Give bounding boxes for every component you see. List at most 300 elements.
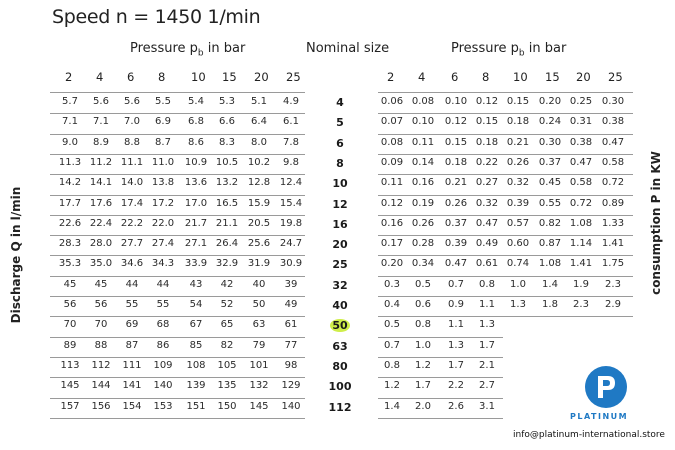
row-rule bbox=[378, 215, 633, 216]
power-cell: 0.8 bbox=[479, 278, 495, 290]
discharge-cell: 27.7 bbox=[120, 238, 144, 250]
discharge-cell: 5.6 bbox=[124, 96, 140, 107]
power-cell: 1.08 bbox=[569, 217, 593, 229]
discharge-cell: 7.8 bbox=[283, 136, 299, 148]
nominal-size-cell bbox=[320, 157, 360, 170]
power-cell: 0.47 bbox=[569, 156, 593, 168]
discharge-cell: 22.4 bbox=[89, 217, 113, 229]
discharge-cell: 19.8 bbox=[279, 217, 303, 229]
power-cell: 0.11 bbox=[380, 177, 404, 189]
power-cell: 0.72 bbox=[569, 197, 593, 209]
pressure-col-header: 4 bbox=[418, 70, 426, 84]
discharge-cell: 139 bbox=[186, 380, 206, 392]
discharge-cell: 31.9 bbox=[247, 258, 271, 270]
discharge-cell: 70 bbox=[94, 319, 108, 331]
power-cell: 1.41 bbox=[601, 238, 625, 250]
nominal-size-value: 8 bbox=[336, 156, 344, 170]
discharge-cell: 156 bbox=[91, 400, 111, 412]
pressure-col-header: 25 bbox=[608, 70, 623, 84]
row-rule bbox=[50, 255, 305, 256]
power-cell: 1.4 bbox=[384, 400, 400, 412]
nominal-size-value: 5 bbox=[336, 116, 344, 130]
logo-mark-icon bbox=[595, 374, 617, 400]
discharge-cell: 39 bbox=[284, 278, 298, 290]
pressure-col-header: 8 bbox=[158, 70, 166, 84]
discharge-cell: 56 bbox=[94, 299, 108, 310]
nominal-size-cell bbox=[320, 238, 360, 251]
discharge-cell: 27.4 bbox=[151, 238, 175, 250]
power-cell: 2.0 bbox=[415, 400, 431, 412]
discharge-cell: 34.6 bbox=[120, 258, 144, 270]
power-cell: 0.26 bbox=[411, 217, 435, 229]
discharge-cell: 8.7 bbox=[155, 136, 171, 148]
discharge-cell: 40 bbox=[252, 278, 266, 290]
power-cell: 0.39 bbox=[506, 197, 530, 209]
nominal-size-value: 63 bbox=[332, 339, 348, 353]
nominal-size-value: 25 bbox=[332, 258, 348, 272]
discharge-cell: 35.0 bbox=[89, 258, 113, 270]
nominal-size-value: 6 bbox=[336, 136, 344, 150]
row-rule bbox=[50, 113, 305, 114]
power-cell: 0.47 bbox=[601, 136, 625, 148]
discharge-cell: 105 bbox=[217, 359, 237, 371]
discharge-cell: 44 bbox=[156, 278, 170, 290]
power-cell: 0.31 bbox=[569, 116, 593, 128]
discharge-cell: 85 bbox=[189, 339, 203, 351]
nominal-size-value: 80 bbox=[332, 359, 348, 373]
discharge-cell: 145 bbox=[249, 400, 269, 412]
power-cell: 0.18 bbox=[506, 116, 530, 128]
discharge-cell: 54 bbox=[189, 299, 203, 310]
discharge-cell: 26.4 bbox=[215, 238, 239, 250]
power-cell: 1.33 bbox=[601, 217, 625, 229]
power-cell: 0.21 bbox=[506, 136, 530, 148]
discharge-cell: 15.9 bbox=[247, 197, 271, 209]
row-rule bbox=[378, 235, 633, 236]
discharge-cell: 11.0 bbox=[151, 156, 175, 168]
discharge-cell: 11.1 bbox=[120, 156, 144, 168]
discharge-cell: 10.9 bbox=[184, 156, 208, 168]
power-cell: 0.26 bbox=[444, 197, 468, 209]
power-cell: 0.82 bbox=[538, 217, 562, 229]
power-cell: 0.12 bbox=[475, 96, 499, 107]
row-rule bbox=[50, 174, 305, 175]
power-cell: 0.32 bbox=[506, 177, 530, 189]
row-rule bbox=[50, 337, 305, 338]
pressure-col-header: 15 bbox=[222, 70, 237, 84]
row-rule bbox=[378, 357, 503, 358]
power-cell: 0.58 bbox=[601, 156, 625, 168]
row-rule bbox=[378, 113, 633, 114]
power-cell: 0.10 bbox=[411, 116, 435, 128]
logo-text: PLATINUM bbox=[570, 412, 629, 421]
discharge-cell: 33.9 bbox=[184, 258, 208, 270]
power-cell: 1.2 bbox=[384, 380, 400, 392]
row-rule bbox=[50, 316, 305, 317]
power-cell: 0.87 bbox=[538, 238, 562, 250]
discharge-cell: 55 bbox=[125, 299, 139, 310]
power-cell: 2.6 bbox=[448, 400, 464, 412]
row-rule bbox=[50, 377, 305, 378]
discharge-cell: 6.6 bbox=[219, 116, 235, 128]
nominal-size-cell bbox=[320, 319, 360, 332]
row-rule bbox=[50, 235, 305, 236]
power-cell: 2.7 bbox=[479, 380, 495, 392]
row-rule bbox=[50, 134, 305, 135]
power-cell: 1.1 bbox=[479, 299, 495, 310]
discharge-cell: 14.1 bbox=[89, 177, 113, 189]
power-cell: 0.57 bbox=[506, 217, 530, 229]
discharge-cell: 32.9 bbox=[215, 258, 239, 270]
discharge-cell: 7.1 bbox=[62, 116, 78, 128]
page-title: Speed n = 1450 1/min bbox=[52, 6, 261, 28]
discharge-cell: 5.6 bbox=[93, 96, 109, 107]
discharge-cell: 8.3 bbox=[219, 136, 235, 148]
power-cell: 1.14 bbox=[569, 238, 593, 250]
nominal-size-cell bbox=[320, 137, 360, 150]
nominal-size-cell bbox=[320, 279, 360, 292]
power-cell: 0.8 bbox=[384, 359, 400, 371]
discharge-axis-label: Discharge Q in l/min bbox=[9, 186, 23, 324]
power-cell: 0.37 bbox=[444, 217, 468, 229]
discharge-cell: 108 bbox=[186, 359, 206, 371]
power-cell: 0.07 bbox=[380, 116, 404, 128]
power-cell: 0.7 bbox=[384, 339, 400, 351]
discharge-cell: 22.0 bbox=[151, 217, 175, 229]
row-rule bbox=[378, 316, 633, 317]
power-cell: 3.1 bbox=[479, 400, 495, 412]
pressure-col-header: 4 bbox=[96, 70, 104, 84]
row-rule bbox=[378, 418, 503, 419]
table-rule bbox=[50, 92, 305, 93]
power-cell: 1.7 bbox=[415, 380, 431, 392]
row-rule bbox=[378, 255, 633, 256]
power-cell: 0.26 bbox=[506, 156, 530, 168]
power-cell: 0.10 bbox=[444, 96, 468, 107]
discharge-cell: 5.4 bbox=[188, 96, 204, 107]
power-cell: 1.08 bbox=[538, 258, 562, 270]
power-cell: 1.2 bbox=[415, 359, 431, 371]
power-cell: 0.5 bbox=[384, 319, 400, 331]
discharge-cell: 151 bbox=[186, 400, 206, 412]
power-cell: 0.12 bbox=[444, 116, 468, 128]
power-cell: 0.5 bbox=[415, 278, 431, 290]
power-cell: 0.3 bbox=[384, 278, 400, 290]
power-cell: 0.38 bbox=[601, 116, 625, 128]
discharge-cell: 22.6 bbox=[58, 217, 82, 229]
power-cell: 0.89 bbox=[601, 197, 625, 209]
power-cell: 0.8 bbox=[415, 319, 431, 331]
discharge-cell: 17.6 bbox=[89, 197, 113, 209]
discharge-cell: 98 bbox=[284, 359, 298, 371]
power-cell: 0.47 bbox=[475, 217, 499, 229]
power-cell: 0.18 bbox=[444, 156, 468, 168]
discharge-cell: 101 bbox=[249, 359, 269, 371]
power-cell: 0.17 bbox=[380, 238, 404, 250]
row-rule bbox=[50, 154, 305, 155]
power-cell: 2.2 bbox=[448, 380, 464, 392]
discharge-cell: 67 bbox=[189, 319, 203, 331]
row-rule bbox=[50, 418, 305, 419]
discharge-cell: 8.0 bbox=[251, 136, 267, 148]
row-rule bbox=[378, 195, 633, 196]
discharge-cell: 17.2 bbox=[151, 197, 175, 209]
website-link[interactable]: info@platinum-international.store bbox=[513, 430, 665, 440]
discharge-cell: 140 bbox=[153, 380, 173, 392]
discharge-cell: 15.4 bbox=[279, 197, 303, 209]
power-cell: 0.55 bbox=[538, 197, 562, 209]
discharge-cell: 140 bbox=[281, 400, 301, 412]
power-cell: 0.74 bbox=[506, 258, 530, 270]
nominal-size-cell bbox=[320, 380, 360, 393]
pressure-col-header: 2 bbox=[65, 70, 73, 84]
discharge-cell: 9.8 bbox=[283, 156, 299, 168]
pressure-col-header: 6 bbox=[451, 70, 459, 84]
discharge-cell: 6.1 bbox=[283, 116, 299, 128]
power-cell: 0.14 bbox=[411, 156, 435, 168]
pressure-col-header: 15 bbox=[545, 70, 560, 84]
discharge-cell: 17.4 bbox=[120, 197, 144, 209]
power-cell: 0.30 bbox=[601, 96, 625, 107]
discharge-cell: 145 bbox=[60, 380, 80, 392]
discharge-cell: 55 bbox=[156, 299, 170, 310]
discharge-cell: 21.1 bbox=[215, 217, 239, 229]
discharge-cell: 69 bbox=[125, 319, 139, 331]
discharge-cell: 5.1 bbox=[251, 96, 267, 107]
row-rule bbox=[378, 154, 633, 155]
row-rule bbox=[50, 276, 305, 277]
row-rule bbox=[378, 398, 503, 399]
power-cell: 0.12 bbox=[380, 197, 404, 209]
power-cell: 0.39 bbox=[444, 238, 468, 250]
power-cell: 1.3 bbox=[510, 299, 526, 310]
discharge-cell: 150 bbox=[217, 400, 237, 412]
pressure-col-header: 2 bbox=[387, 70, 395, 84]
discharge-cell: 86 bbox=[156, 339, 170, 351]
left-pressure-header: Pressure $p_b$ in bar bbox=[130, 41, 246, 59]
discharge-cell: 135 bbox=[217, 380, 237, 392]
nominal-size-value: 100 bbox=[328, 380, 352, 394]
discharge-cell: 8.9 bbox=[93, 136, 109, 148]
discharge-cell: 8.6 bbox=[188, 136, 204, 148]
power-cell: 1.7 bbox=[479, 339, 495, 351]
discharge-cell: 22.2 bbox=[120, 217, 144, 229]
discharge-cell: 56 bbox=[63, 299, 77, 310]
power-cell: 0.72 bbox=[601, 177, 625, 189]
power-cell: 0.15 bbox=[506, 96, 530, 107]
row-rule bbox=[378, 134, 633, 135]
pressure-col-header: 20 bbox=[576, 70, 591, 84]
nominal-size-cell bbox=[320, 198, 360, 211]
power-cell: 0.18 bbox=[475, 136, 499, 148]
power-cell: 0.19 bbox=[411, 197, 435, 209]
power-cell: 0.16 bbox=[380, 217, 404, 229]
nominal-size-value: 40 bbox=[332, 299, 348, 312]
discharge-cell: 28.3 bbox=[58, 238, 82, 250]
discharge-cell: 157 bbox=[60, 400, 80, 412]
discharge-cell: 10.2 bbox=[247, 156, 271, 168]
discharge-cell: 43 bbox=[189, 278, 203, 290]
power-cell: 0.15 bbox=[444, 136, 468, 148]
discharge-cell: 89 bbox=[63, 339, 77, 351]
power-cell: 1.9 bbox=[573, 278, 589, 290]
discharge-cell: 5.3 bbox=[219, 96, 235, 107]
nominal-size-value: 4 bbox=[336, 96, 344, 109]
nominal-size-value: 20 bbox=[332, 238, 348, 252]
power-cell: 0.30 bbox=[538, 136, 562, 148]
power-cell: 0.27 bbox=[475, 177, 499, 189]
power-cell: 0.24 bbox=[538, 116, 562, 128]
nominal-size-cell bbox=[320, 177, 360, 190]
discharge-cell: 109 bbox=[153, 359, 173, 371]
power-cell: 2.1 bbox=[479, 359, 495, 371]
discharge-cell: 12.4 bbox=[279, 177, 303, 189]
nominal-size-cell bbox=[320, 340, 360, 353]
power-cell: 0.60 bbox=[506, 238, 530, 250]
nominal-size-header: Nominal size bbox=[306, 41, 390, 56]
discharge-cell: 5.7 bbox=[62, 96, 78, 107]
nominal-size-value: 10 bbox=[332, 177, 348, 191]
power-cell: 0.6 bbox=[415, 299, 431, 310]
discharge-cell: 21.7 bbox=[184, 217, 208, 229]
row-rule bbox=[50, 215, 305, 216]
power-cell: 0.06 bbox=[380, 96, 404, 107]
discharge-cell: 111 bbox=[122, 359, 142, 371]
nominal-size-value: 112 bbox=[328, 400, 352, 414]
power-cell: 0.38 bbox=[569, 136, 593, 148]
discharge-cell: 144 bbox=[91, 380, 111, 392]
discharge-cell: 8.8 bbox=[124, 136, 140, 148]
discharge-cell: 45 bbox=[94, 278, 108, 290]
discharge-cell: 132 bbox=[249, 380, 269, 392]
discharge-cell: 82 bbox=[220, 339, 234, 351]
discharge-cell: 6.9 bbox=[155, 116, 171, 128]
row-rule bbox=[378, 296, 633, 297]
power-cell: 0.28 bbox=[411, 238, 435, 250]
discharge-cell: 42 bbox=[220, 278, 234, 290]
discharge-cell: 13.8 bbox=[151, 177, 175, 189]
power-cell: 1.8 bbox=[542, 299, 558, 310]
discharge-cell: 13.2 bbox=[215, 177, 239, 189]
power-cell: 0.08 bbox=[411, 96, 435, 107]
nominal-size-value: 12 bbox=[332, 197, 348, 211]
power-cell: 0.22 bbox=[475, 156, 499, 168]
right-pressure-header: Pressure $p_b$ in bar bbox=[451, 41, 567, 59]
power-cell: 0.11 bbox=[411, 136, 435, 148]
discharge-cell: 77 bbox=[284, 339, 298, 351]
discharge-cell: 6.4 bbox=[251, 116, 267, 128]
discharge-cell: 35.3 bbox=[58, 258, 82, 270]
discharge-cell: 88 bbox=[94, 339, 108, 351]
discharge-cell: 11.2 bbox=[89, 156, 113, 168]
discharge-cell: 79 bbox=[252, 339, 266, 351]
discharge-cell: 9.0 bbox=[62, 136, 78, 148]
discharge-cell: 10.5 bbox=[215, 156, 239, 168]
power-cell: 0.34 bbox=[411, 258, 435, 270]
discharge-cell: 4.9 bbox=[283, 96, 299, 107]
power-cell: 1.3 bbox=[448, 339, 464, 351]
discharge-cell: 6.8 bbox=[188, 116, 204, 128]
power-cell: 0.32 bbox=[475, 197, 499, 209]
power-cell: 0.21 bbox=[444, 177, 468, 189]
power-cell: 0.20 bbox=[380, 258, 404, 270]
table-rule bbox=[378, 92, 633, 93]
discharge-cell: 12.8 bbox=[247, 177, 271, 189]
discharge-cell: 24.7 bbox=[279, 238, 303, 250]
nominal-size-cell bbox=[320, 96, 360, 109]
power-cell: 0.15 bbox=[475, 116, 499, 128]
discharge-cell: 70 bbox=[63, 319, 77, 331]
power-cell: 1.1 bbox=[448, 319, 464, 331]
power-cell: 1.75 bbox=[601, 258, 625, 270]
nominal-size-cell bbox=[320, 218, 360, 231]
discharge-cell: 50 bbox=[252, 299, 266, 310]
discharge-cell: 68 bbox=[156, 319, 170, 331]
discharge-cell: 141 bbox=[122, 380, 142, 392]
row-rule bbox=[50, 357, 305, 358]
discharge-cell: 14.2 bbox=[58, 177, 82, 189]
platinum-logo-icon bbox=[585, 366, 627, 408]
power-cell: 1.0 bbox=[510, 278, 526, 290]
discharge-cell: 7.1 bbox=[93, 116, 109, 128]
discharge-cell: 61 bbox=[284, 319, 298, 331]
discharge-cell: 27.1 bbox=[184, 238, 208, 250]
discharge-cell: 28.0 bbox=[89, 238, 113, 250]
row-rule bbox=[378, 276, 633, 277]
power-cell: 0.45 bbox=[538, 177, 562, 189]
power-cell: 2.3 bbox=[573, 299, 589, 310]
power-cell: 2.9 bbox=[605, 299, 621, 310]
nominal-size-value: 16 bbox=[332, 217, 348, 231]
discharge-cell: 17.0 bbox=[184, 197, 208, 209]
discharge-cell: 65 bbox=[220, 319, 234, 331]
discharge-cell: 25.6 bbox=[247, 238, 271, 250]
power-cell: 1.3 bbox=[479, 319, 495, 331]
discharge-cell: 129 bbox=[281, 380, 301, 392]
power-cell: 0.09 bbox=[380, 156, 404, 168]
pressure-col-header: 10 bbox=[191, 70, 206, 84]
discharge-cell: 44 bbox=[125, 278, 139, 290]
power-cell: 2.3 bbox=[605, 278, 621, 290]
discharge-cell: 45 bbox=[63, 278, 77, 290]
discharge-cell: 11.3 bbox=[58, 156, 82, 168]
power-cell: 0.08 bbox=[380, 136, 404, 148]
discharge-cell: 20.5 bbox=[247, 217, 271, 229]
discharge-cell: 16.5 bbox=[215, 197, 239, 209]
discharge-cell: 113 bbox=[60, 359, 80, 371]
nominal-size-cell bbox=[320, 258, 360, 271]
power-cell: 0.9 bbox=[448, 299, 464, 310]
power-cell: 0.20 bbox=[538, 96, 562, 107]
row-rule bbox=[50, 296, 305, 297]
nominal-size-cell bbox=[320, 299, 360, 312]
power-cell: 0.37 bbox=[538, 156, 562, 168]
power-axis-label: consumption P in KW bbox=[649, 151, 663, 295]
discharge-cell: 154 bbox=[122, 400, 142, 412]
nominal-size-value: 32 bbox=[332, 278, 348, 292]
row-rule bbox=[378, 337, 503, 338]
discharge-cell: 34.3 bbox=[151, 258, 175, 270]
row-rule bbox=[378, 377, 503, 378]
discharge-cell: 5.5 bbox=[155, 96, 171, 107]
power-cell: 0.47 bbox=[444, 258, 468, 270]
power-cell: 0.16 bbox=[411, 177, 435, 189]
discharge-cell: 30.9 bbox=[279, 258, 303, 270]
power-cell: 1.7 bbox=[448, 359, 464, 371]
nominal-size-cell bbox=[320, 116, 360, 129]
nominal-size-value: 50 bbox=[332, 319, 348, 333]
power-cell: 0.7 bbox=[448, 278, 464, 290]
